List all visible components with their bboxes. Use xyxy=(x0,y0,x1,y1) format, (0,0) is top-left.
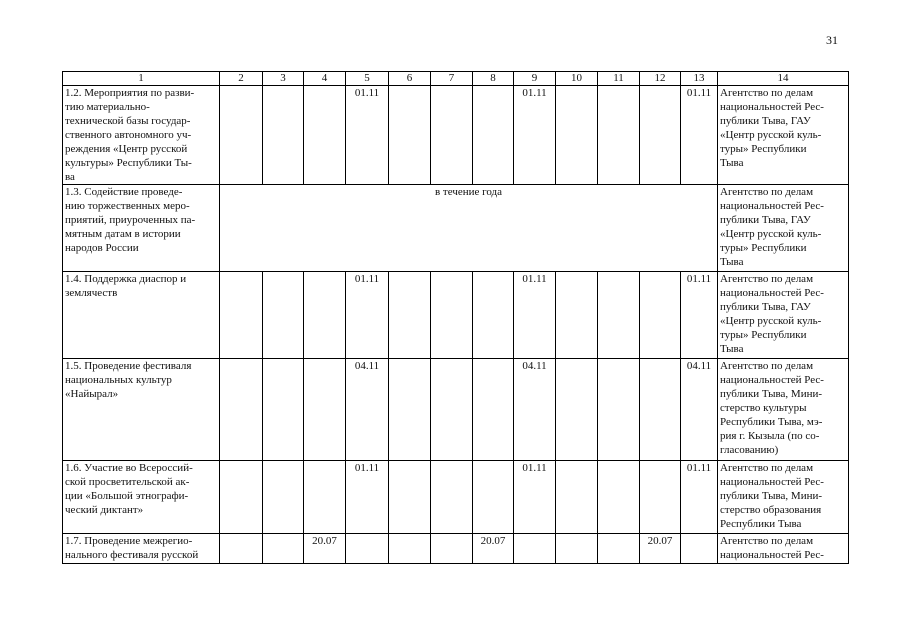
schedule-cell xyxy=(473,86,514,185)
schedule-cell: 01.11 xyxy=(346,86,389,185)
schedule-cell xyxy=(220,534,263,564)
column-header: 5 xyxy=(346,72,389,86)
responsible-agency-cell: Агентство по делам национальностей Рес- xyxy=(718,534,849,564)
schedule-cell xyxy=(389,534,431,564)
schedule-cell: 20.07 xyxy=(304,534,346,564)
schedule-cell xyxy=(431,461,473,534)
responsible-agency-cell: Агентство по делам национальностей Рес- публики Тыва, ГАУ «Центр русской куль- туры» Республики Тыва xyxy=(718,272,849,359)
table-row xyxy=(63,86,849,185)
column-header: 13 xyxy=(681,72,718,86)
responsible-agency-cell: Агентство по делам национальностей Рес- публики Тыва, ГАУ «Центр русской куль- туры» Республики Тыва xyxy=(718,185,849,272)
schedule-cell xyxy=(431,272,473,359)
table-row xyxy=(63,534,849,564)
schedule-cell xyxy=(431,534,473,564)
schedule-cell xyxy=(263,86,304,185)
schedule-cell xyxy=(598,272,640,359)
schedule-cell xyxy=(220,359,263,461)
schedule-cell: 04.11 xyxy=(514,359,556,461)
schedule-cell xyxy=(431,359,473,461)
column-header: 2 xyxy=(220,72,263,86)
schedule-cell xyxy=(598,359,640,461)
schedule-cell: 01.11 xyxy=(514,272,556,359)
schedule-cell: 01.11 xyxy=(346,272,389,359)
events-plan-table xyxy=(62,71,849,564)
table-row xyxy=(63,461,849,534)
schedule-cell: 01.11 xyxy=(514,461,556,534)
schedule-cell: 04.11 xyxy=(681,359,718,461)
column-number-row xyxy=(63,72,849,86)
schedule-cell xyxy=(431,86,473,185)
schedule-cell xyxy=(556,534,598,564)
column-header: 12 xyxy=(640,72,681,86)
schedule-cell xyxy=(304,272,346,359)
schedule-cell xyxy=(556,86,598,185)
schedule-cell xyxy=(640,461,681,534)
column-header: 4 xyxy=(304,72,346,86)
activity-cell: 1.7. Проведение межрегио- нального фестиваля русской xyxy=(63,534,220,564)
schedule-cell xyxy=(389,359,431,461)
column-header: 8 xyxy=(473,72,514,86)
schedule-cell xyxy=(304,359,346,461)
schedule-cell: 01.11 xyxy=(346,461,389,534)
column-header: 1 xyxy=(63,72,220,86)
schedule-cell xyxy=(473,359,514,461)
year-round-span-cell: в течение года xyxy=(220,185,718,272)
schedule-cell xyxy=(220,86,263,185)
schedule-cell xyxy=(389,461,431,534)
schedule-cell xyxy=(304,461,346,534)
schedule-cell xyxy=(473,461,514,534)
activity-cell: 1.6. Участие во Всероссий- ской просветительской ак- ции «Большой этнографи- ческий диктант» xyxy=(63,461,220,534)
schedule-cell xyxy=(220,461,263,534)
page-number: 31 xyxy=(826,33,838,47)
schedule-cell xyxy=(514,534,556,564)
schedule-cell xyxy=(473,272,514,359)
schedule-cell: 04.11 xyxy=(346,359,389,461)
activity-cell: 1.4. Поддержка диаспор и землячеств xyxy=(63,272,220,359)
schedule-cell xyxy=(263,359,304,461)
column-header: 14 xyxy=(718,72,849,86)
responsible-agency-cell: Агентство по делам национальностей Рес- публики Тыва, Мини- стерство образования Республики Тыва xyxy=(718,461,849,534)
schedule-cell xyxy=(556,272,598,359)
column-header: 3 xyxy=(263,72,304,86)
schedule-cell: 01.11 xyxy=(681,461,718,534)
schedule-cell xyxy=(389,86,431,185)
schedule-cell: 01.11 xyxy=(681,86,718,185)
column-header: 7 xyxy=(431,72,473,86)
schedule-cell xyxy=(304,86,346,185)
column-header: 6 xyxy=(389,72,431,86)
schedule-cell xyxy=(598,86,640,185)
table-row xyxy=(63,272,849,359)
activity-cell: 1.3. Содействие проведе- нию торжественных меро- приятий, приуроченных па- мятным датам в истории народов России xyxy=(63,185,220,272)
schedule-cell: 20.07 xyxy=(640,534,681,564)
activity-cell: 1.2. Мероприятия по разви- тию материально- технической базы государ- ственного автономного уч- реждения «Центр русской культуры» Республики Ты- ва xyxy=(63,86,220,185)
schedule-cell: 20.07 xyxy=(473,534,514,564)
schedule-cell xyxy=(389,272,431,359)
schedule-cell: 01.11 xyxy=(681,272,718,359)
schedule-cell xyxy=(263,272,304,359)
schedule-cell xyxy=(598,534,640,564)
schedule-cell xyxy=(346,534,389,564)
table-row xyxy=(63,185,849,272)
schedule-cell xyxy=(640,359,681,461)
schedule-cell xyxy=(556,359,598,461)
column-header: 11 xyxy=(598,72,640,86)
schedule-cell xyxy=(598,461,640,534)
responsible-agency-cell: Агентство по делам национальностей Рес- публики Тыва, Мини- стерство культуры Республики Тыва, мэ- рия г. Кызыла (по со- гласованию) xyxy=(718,359,849,461)
schedule-cell xyxy=(681,534,718,564)
schedule-cell xyxy=(640,86,681,185)
schedule-cell xyxy=(556,461,598,534)
schedule-cell xyxy=(263,534,304,564)
activity-cell: 1.5. Проведение фестиваля национальных культур «Найырал» xyxy=(63,359,220,461)
schedule-cell xyxy=(640,272,681,359)
responsible-agency-cell: Агентство по делам национальностей Рес- публики Тыва, ГАУ «Центр русской куль- туры» Республики Тыва xyxy=(718,86,849,185)
schedule-cell xyxy=(263,461,304,534)
column-header: 9 xyxy=(514,72,556,86)
schedule-cell xyxy=(220,272,263,359)
schedule-cell: 01.11 xyxy=(514,86,556,185)
table-row xyxy=(63,359,849,461)
column-header: 10 xyxy=(556,72,598,86)
